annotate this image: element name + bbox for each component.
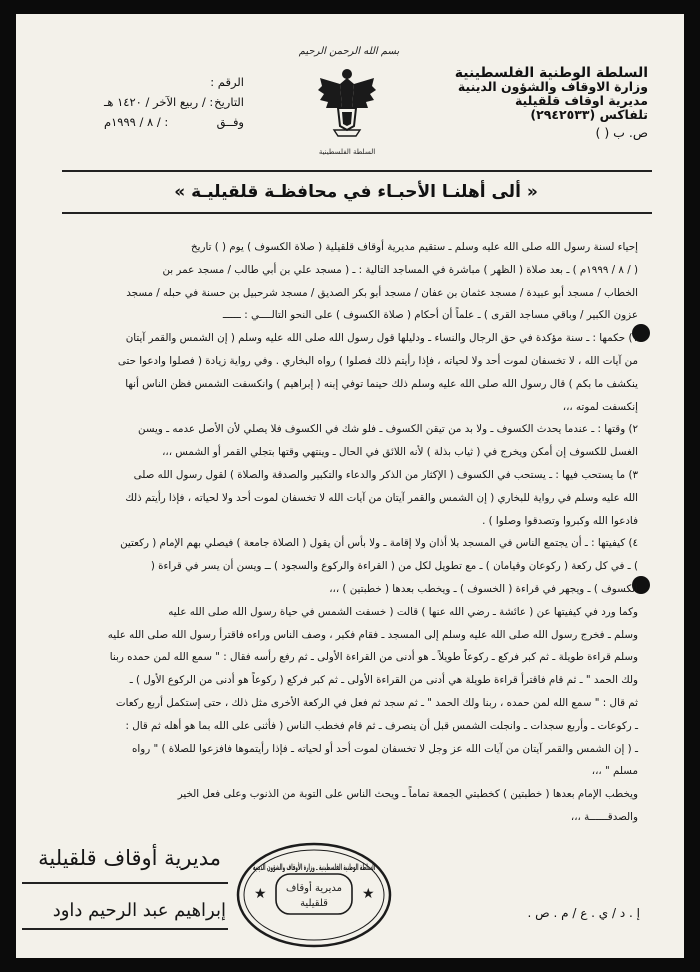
number-row [104, 72, 244, 92]
corresponding-label: وفــق [216, 115, 244, 129]
body-line: ٢) وقتها : ـ عندما يحدث الكسوف ـ ولا بد من تيقن الكسوف ـ فلو شك في الكسوف فلا يصلي لأن الأصل عدمه ـ ويسن [138, 423, 638, 436]
body-line: ويخطب الإمام بعدها ( خطبتين ) كخطبتي الجمعة تماماً ـ ويحث الناس على التوبة من الذنوب وعلى فعل الخير [177, 788, 638, 801]
letterhead-ministry: وزارة الاوقاف والشؤون الدينية [457, 79, 648, 94]
body-line: إحياء لسنة رسول الله صلى الله عليه وسلم ـ ستقيم مديرية أوقاف قلقيلية ( صلاة الكسوف ) يوم ( ) تاريخ [190, 241, 638, 253]
body-line: ـ ركوعات ـ وأربع سجدات ـ وانجلت الشمس قبل أن ينصرف ـ ثم قام فخطب الناس ( فأثنى على الله بما هو أهله ثم قال : [125, 719, 638, 732]
signature-directorate: مديرية أوقاف قلقيلية [38, 846, 221, 870]
emblem-label: السلطة الفلسطينية [318, 148, 376, 156]
body-line: ولك الحمد " ـ ثم قام فاقترأ قراءة طويلة هي أدنى من القراءة الأولى ـ ثم كبر فركع ( ركوعاً هو أدنى من الركوع الأول ) ـ [129, 674, 638, 687]
body-line: فادعوا الله وكبروا وتصدقوا وصلوا ) . [482, 514, 638, 527]
body-line: الله عليه وسلم في رواية للبخاري ( إن الشمس والقمر آيتان من آيات الله لا تخسفان لموت أحد ولا لحياته ، فإذا رأيتم ذلك [125, 491, 638, 504]
body-line: والصدقــــــة ،،، [570, 810, 638, 823]
number-label: الرقم : [210, 75, 244, 89]
date-row [104, 92, 244, 112]
body-line: من آيات الله ، لا تخسفان لموت أحد ولا لحياته ، فإذا رأيتم ذلك فصلوا ) رواه البخاري . وفي رواية زيادة ( فصلوا وادعوا حتى [117, 354, 638, 367]
document-page [16, 14, 684, 958]
stamp-ring-text: السلطة الوطنية الفلسطينية ـ وزارة الأوقاف والشؤون الدينية [253, 863, 509, 873]
letterhead-phone: تلفاكس (٢٩٤٢٥٣٣) [530, 107, 648, 122]
body-line: ( / ٨ / ١٩٩٩م ) ـ بعد صلاة ( الظهر ) مباشرة في المساجد التالية : ـ ( مسجد علي بن أبي طالب / مسجد عمر بن [162, 263, 638, 276]
body-line: عزون الكبير / وباقي مساجد القرى ) ـ علماً أن أحكام ( صلاة الكسوف ) على النحو التالــــي : ــــــ [222, 309, 638, 322]
letterhead-pobox: ص. ب ( ) [595, 125, 648, 140]
body-line: ٤) كيفيتها : ـ أن يجتمع الناس في المسجد بلا أذان ولا إقامة ـ ولا بأس أن يقول ( الصلاة جامعة ) فيصلي بهم الإمام ( ركعتين [120, 537, 638, 550]
document-title: « ألى أهلنـا الأحبـاء في محافظـة قلقيليـة » [174, 182, 538, 202]
body-line: وسلم قراءة طويلة ـ ثم كبر فركع ـ ركوعاً طويلاً ـ هو أدنى من القراءة الأولى ـ ثم رفع رأسه فقال : " سمع الله لمن حمده ربنا [109, 651, 638, 664]
body-line: إنكسفت لموته ،،، [562, 400, 638, 413]
corresponding-row [104, 112, 244, 132]
body-line: ثم قال : " سمع الله لمن حمده ، ربنا ولك الحمد " ـ ثم سجد ثم فعل في الركعة الأخرى مثل ذلك ، حتى إستكمل أربع ركعات [115, 696, 638, 709]
svg-text:★: ★ [362, 886, 375, 902]
letterhead-authority: السلطة الوطنية الفلسطينية [454, 65, 648, 81]
signature-underline [22, 928, 228, 930]
palestinian-eagle-emblem [316, 64, 378, 146]
official-stamp [234, 840, 509, 950]
signature-underline [22, 882, 228, 884]
body-line: ) ـ في كل ركعة ( ركوعان وقيامان ) ـ مع تطويل لكل من ( القراءة والركوع والسجود ) ــ ويسن أن يسر في قراءة ( [150, 560, 638, 573]
body-line: ١) حكمها : ـ سنة مؤكدة في حق الرجال والنساء ـ ودليلها قول رسول الله صلى الله عليه وسلم ( إن الشمس والقمر آيتان [125, 332, 638, 345]
reference-block [104, 72, 244, 132]
date-label: التاريخ [214, 95, 244, 109]
body-line: الغسل للكسوف إن أمكن ويخرج في ( ثياب بذلة ) لأنه اللائق في الحال ـ وينتهي وقتها بتجلي القمر أو الشمس ،،، [162, 446, 638, 459]
body-line: مسلم " ،،، [591, 765, 638, 778]
stamp-inner-line2: قلقيلية [300, 898, 328, 909]
body-line: الكسوف ) ـ ويجهر في قراءة ( الخسوف ) ـ ويخطب بعدها ( خطبتين ) ،،، [329, 582, 638, 595]
document-body [38, 236, 638, 829]
stamp-inner-line1: مديرية أوقاف [285, 883, 343, 894]
letterhead [398, 66, 648, 140]
svg-text:★: ★ [254, 886, 267, 902]
corresponding-value: : / ٨ / ١٩٩٩م [104, 115, 169, 129]
body-line: الخطاب / مسجد أبو عبيدة / مسجد عثمان بن عفان / مسجد أبو بكر الصديق / مسجد شرحبيل بن حسنة في حبله / مسجد [126, 286, 638, 299]
body-line: وسلم ـ فخرج رسول الله صلى الله عليه وسلم إلى المسجد ـ فقام فكبر ، وصف الناس وراءه فاقترأ رسول الله صلى الله عليه [107, 628, 638, 641]
signature-name: إبراهيم عبد الرحيم داود [52, 900, 226, 921]
basmala: بسم الله الرحمن الرحيم [298, 46, 400, 57]
body-line: ٣) ما يستحب فيها : ـ يستحب في الكسوف ( الإكثار من الذكر والدعاء والتكبير والصدقة والصلاة ) لقول رسول الله صلى [133, 468, 638, 481]
body-line: ـ ( إن الشمس والقمر آيتان من آيات الله عز وجل لا تخسفان لموت أحد أو لحياته ـ فإذا رأيتموها فافزعوا للصلاة ) " رواه [131, 742, 638, 755]
body-line: وكما ورد في كيفيتها عن ( عائشة ـ رضي الله عنها ) قالت ( خسفت الشمس في حياة رسول الله صلى الله عليه [168, 605, 638, 618]
header-rule-top [62, 170, 652, 172]
header-rule-bottom [62, 212, 652, 214]
body-line: ينكشف ما بكم ) قال رسول الله صلى الله عليه وسلم ذلك حينما توفي إبنه ( إبراهيم ) وانكسفت الشمس فظن الناس أنها [125, 377, 638, 390]
letterhead-directorate: مديرية اوقاف قلقيلية [514, 93, 648, 108]
footer-reference-code: إ . د / ي . ع / م . ص . [527, 906, 640, 920]
date-value: : / ربيع الآخر / ١٤٢٠ هـ [104, 95, 214, 109]
